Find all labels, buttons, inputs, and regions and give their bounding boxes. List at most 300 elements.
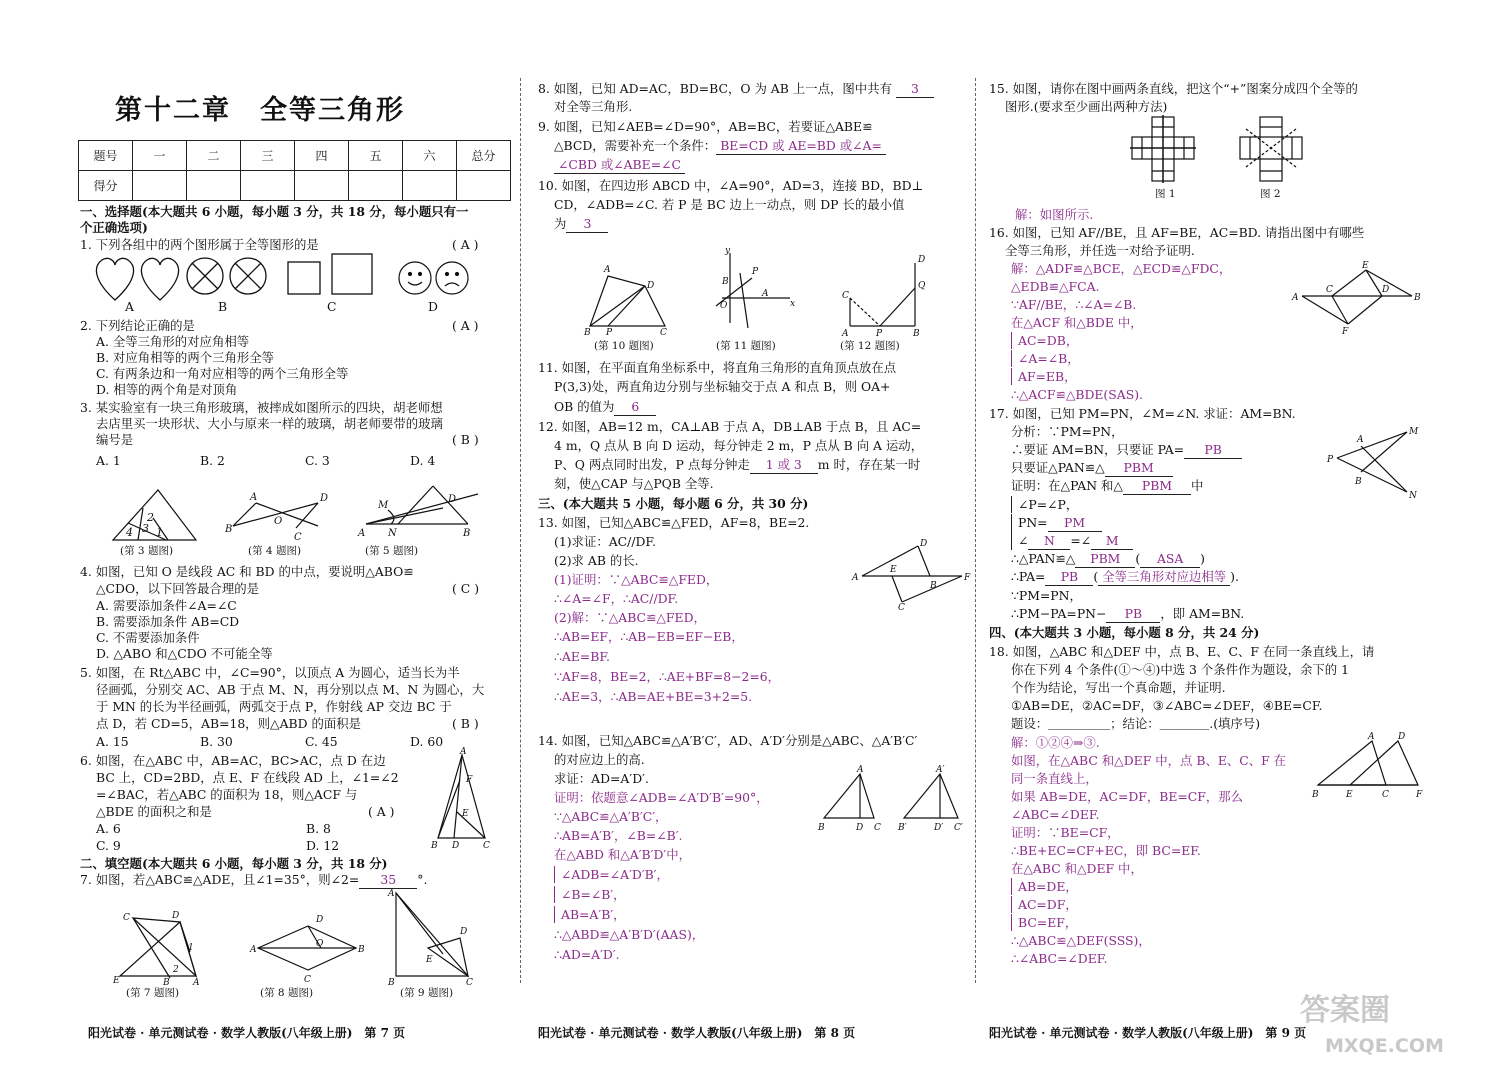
q11-figure: [716, 246, 795, 328]
svg-text:O: O: [316, 939, 324, 949]
q9-line-3: [554, 156, 685, 174]
q3-line-3: 编号是: [96, 432, 134, 447]
q16-solution-4: 在△ACF 和△BDE 中，: [1011, 315, 1143, 330]
q17-line-12: [1011, 605, 1244, 623]
q14-solution-6: ∠B=∠B′，: [554, 886, 626, 903]
q14-line-1: 14. 如图，已知△ABC≌△A′B′C′，AD、A′D′分别是△ABC、△A′B′C′: [538, 733, 918, 748]
q10-prefix: 为: [554, 216, 567, 231]
q13-solution-6: ∵AF=8，BE=2，∴AE+BF=8−2=6，: [554, 669, 781, 684]
svg-text:D: D: [647, 281, 655, 291]
svg-text:P: P: [752, 267, 759, 277]
q18-solution-0: 解：①②④⇒③.: [1011, 735, 1100, 750]
q17-line-7: [1011, 514, 1102, 532]
svg-text:A: A: [762, 289, 769, 299]
q6-figure: [430, 747, 490, 851]
q12-line-2: 4 m，Q 点从 B 向 D 运动，每分钟走 2 m，P 点从 B 向 A 运动，: [554, 438, 924, 453]
q15-figure-1-caption: 图 1: [1155, 188, 1176, 200]
q2-option-c: C. 有两条边和一角对应相等的两个三角形全等: [96, 366, 349, 381]
q17-answer-4: PM: [1048, 514, 1102, 532]
svg-text:D: D: [172, 911, 180, 921]
svg-text:1: 1: [156, 526, 163, 539]
q10-line-2: CD，∠ADB=∠C. 若 P 是 BC 边上一动点，则 DP 长的最小值: [554, 197, 905, 212]
svg-text:F: F: [1342, 327, 1349, 337]
q17-q7: PN=: [1018, 515, 1048, 530]
q17-q10: ∴PA=: [1011, 569, 1046, 584]
svg-text:E: E: [462, 809, 469, 819]
svg-text:C: C: [842, 291, 849, 301]
q8-figure-caption: (第 8 题图): [260, 987, 314, 999]
q18-line-3: 个作为结论，写出一个真命题，并证明.: [1011, 680, 1226, 695]
q18-solution-10: BC=EF，: [1011, 914, 1077, 931]
svg-text:B: B: [358, 945, 365, 955]
q2-answer: ( A ): [452, 318, 479, 333]
svg-text:C: C: [466, 978, 473, 988]
svg-text:C: C: [660, 328, 667, 338]
cross-figure-2: [1240, 117, 1302, 181]
q18-solution-4: ∠ABC=∠DEF.: [1011, 807, 1100, 822]
q4-figure: [224, 492, 328, 543]
score-header: 二: [187, 141, 241, 171]
svg-text:C: C: [304, 975, 311, 985]
q11-answer: 6: [614, 398, 656, 416]
q17-answer-5: N: [1028, 532, 1070, 550]
q18-solution-6: ∴BE+EC=CF+EC，即 BC=EF.: [1011, 843, 1201, 858]
q4-line-1: 4. 如图，已知 O 是线段 AC 和 BD 的中点，要说明△ABO≌: [80, 564, 414, 579]
section-3-heading: 三、(本大题共 5 小题，每小题 6 分，共 30 分): [538, 496, 809, 511]
q9-line-2: [554, 137, 886, 155]
q18-solution-3: 如果 AB=DE，AC=DF，BE=CF，那么: [1011, 789, 1244, 804]
q18-line-5: 题设：＿＿＿＿＿；结论：＿＿＿＿.(填序号): [1011, 716, 1261, 731]
q12-answer: 1 或 3: [750, 456, 818, 474]
q17-line-1: 17. 如图，已知 PM=PN，∠M=∠N. 求证：AM=BN.: [989, 406, 1296, 421]
q2-option-d: D. 相等的两个角是对顶角: [96, 382, 238, 397]
q11-prefix: OB 的值为: [554, 399, 615, 414]
page-8: [520, 0, 975, 1074]
svg-text:A: A: [604, 265, 611, 275]
q3-figure: [113, 490, 196, 540]
face-shapes: [399, 262, 468, 294]
q5-option-c: C. 45: [305, 734, 338, 749]
page-7: [0, 0, 520, 1074]
q3-option-a: A. 1: [96, 453, 121, 468]
svg-text:A: A: [250, 945, 257, 955]
q9-question: △BCD，需要补充一个条件：: [554, 138, 717, 153]
q6-line-1: 6. 如图，在△ABC 中，AB=AC，BC>AC，点 D 在边: [80, 753, 386, 768]
q12-line-3: [554, 456, 920, 474]
q5-line-3: 于 MN 的长为半径画弧，两弧交于点 P，作射线 AP 交边 BC 于: [96, 699, 452, 714]
score-table: [78, 140, 511, 201]
svg-text:P: P: [606, 328, 613, 338]
q3-figure-caption: (第 3 题图): [120, 545, 174, 557]
watermark-url: MXQE.COM: [1325, 1035, 1444, 1057]
q17-answer-3: PBM: [1123, 477, 1191, 495]
square-shapes: [288, 254, 372, 294]
q1-label-a: A: [125, 299, 134, 314]
svg-text:C: C: [1326, 285, 1333, 295]
q2-option-b: B. 对应角相等的两个三角形全等: [96, 350, 275, 365]
q16-solution-1: 解：△ADF≌△BCE，△ECD≌△FDC，: [1011, 261, 1232, 276]
score-header: 六: [403, 141, 457, 171]
q4-option-d: D. △ABO 和△CDO 不可能全等: [96, 646, 273, 661]
q10-line-1: 10. 如图，在四边形 ABCD 中，∠A=90°，AD=3，连接 BD，BD⊥: [538, 178, 924, 193]
section-1-heading-2: 个正确选项): [80, 220, 148, 235]
svg-text:B: B: [388, 978, 395, 988]
q16-solution-6: ∠A=∠B，: [1011, 350, 1080, 367]
q4-option-c: C. 不需要添加条件: [96, 630, 200, 645]
svg-text:2: 2: [173, 965, 179, 975]
q17-q12-end: ，即 AM=BN.: [1160, 606, 1245, 621]
svg-text:D: D: [856, 823, 864, 833]
q9-answer-1: BE=CD 或 AE=BD 或∠A=: [716, 137, 886, 155]
svg-text:A: A: [460, 747, 467, 757]
q5-figure-caption: (第 5 题图): [365, 545, 419, 557]
q16-solution-7: AF=EB，: [1011, 368, 1076, 385]
q18-solution-5: 证明：∵BE=CF，: [1011, 825, 1120, 840]
q17-answer-6: M: [1091, 532, 1133, 550]
q7-question: 7. 如图，若△ABC≌△ADE，且∠1=35°，则∠2=: [80, 872, 360, 887]
q14-solution-7: AB=A′B′，: [554, 906, 626, 923]
svg-text:3: 3: [142, 522, 149, 535]
q17-q5-end: 中: [1190, 478, 1204, 493]
svg-text:x: x: [790, 299, 796, 309]
svg-text:F: F: [964, 573, 971, 583]
q13-line-1: 13. 如图，已知△ABC≌△FED，AF=8，BE=2.: [538, 515, 810, 530]
q16-solution-5: AC=DB，: [1011, 332, 1078, 349]
q18-figure: [1310, 732, 1430, 801]
svg-text:B′: B′: [898, 823, 907, 833]
q7-text: [80, 871, 427, 889]
score-cell: [457, 171, 511, 201]
svg-text:E: E: [1346, 790, 1353, 800]
svg-text:N: N: [1409, 491, 1417, 501]
svg-text:C′: C′: [954, 823, 963, 833]
q9-figure: [387, 889, 473, 988]
q13-line-2: (1)求证：AC//DF.: [554, 534, 657, 549]
q17-q8-mid: =∠: [1070, 533, 1092, 548]
score-header: 三: [241, 141, 295, 171]
score-header: 四: [295, 141, 349, 171]
q7-end: °.: [417, 872, 428, 887]
q16-solution-2: △EDB≌△FCA.: [1011, 279, 1100, 294]
svg-text:Q: Q: [918, 281, 926, 291]
q17-line-11: ∵PM=PN，: [1011, 588, 1082, 603]
q16-solution-3: ∵AF//BE，∴∠A=∠B.: [1011, 297, 1137, 312]
q12-suffix: m 时，存在某一时: [817, 457, 921, 472]
q17-line-5: [1011, 477, 1203, 495]
q1-text: 1. 下列各组中的两个图形属于全等图形的是: [80, 237, 319, 252]
q14-solution-8: ∴△ABD≌△A′B′D′(AAS)，: [554, 927, 705, 942]
svg-text:O: O: [720, 301, 728, 311]
q14-solution-5: ∠ADB=∠A′D′B′，: [554, 866, 669, 883]
svg-text:E: E: [1362, 261, 1369, 271]
q11-line-3: [554, 398, 656, 416]
q14-solution-9: ∴AD=A′D′.: [554, 947, 620, 962]
svg-text:D: D: [918, 255, 926, 265]
q17-line-10: ∴PA= PB ( 全等三角形对应边相等 ).: [1011, 568, 1239, 586]
svg-text:D: D: [452, 841, 460, 851]
q17-q9: ∴△PAN≌△: [1011, 551, 1076, 566]
watermark-logo: 答案圈: [1300, 993, 1390, 1028]
q13-solution-2: ∴∠A=∠F，∴AC//DF.: [554, 591, 679, 606]
section-2-heading: 二、填空题(本大题共 6 小题，每小题 3 分，共 18 分): [80, 856, 388, 871]
q3-line-2: 去店里买一块形状、大小与原来一样的玻璃，胡老师要带的玻璃: [96, 416, 443, 431]
q2-text: 2. 下列结论正确的是: [80, 318, 195, 333]
q6-line-3: =∠BAC，若△ABC 的面积为 18，则△ACF 与: [96, 787, 358, 802]
svg-text:A: A: [1292, 293, 1299, 303]
q8-line-1: [538, 80, 934, 98]
q14-solution-1: 证明：依题意∠ADB=∠A′D′B′=90°，: [554, 790, 769, 805]
q16-line-1: 16. 如图，已知 AF//BE，且 AF=BE，AC=BD. 请指出图中有哪些: [989, 225, 1365, 240]
svg-text:A: A: [250, 492, 258, 503]
q14-figure: [816, 765, 971, 836]
q17-q4: 只要证△PAN≌△: [1011, 460, 1105, 475]
svg-text:E: E: [426, 955, 433, 965]
score-cell: [349, 171, 403, 201]
svg-text:B: B: [1355, 477, 1362, 487]
svg-text:B: B: [163, 978, 170, 988]
q12-figure: [841, 255, 926, 339]
q12-line-1: 12. 如图，AB=12 m，CA⊥AB 于点 A，DB⊥AB 于点 B，且 AC=: [538, 419, 922, 434]
svg-text:D: D: [1398, 732, 1406, 742]
score-cell: [403, 171, 457, 201]
q17-line-3: [1011, 441, 1242, 459]
svg-text:C: C: [123, 913, 130, 923]
q14-solution-4: 在△ABD 和△A′B′D′中，: [554, 847, 691, 862]
svg-text:C: C: [483, 841, 490, 851]
q18-solution-2: 同一条直线上，: [1011, 771, 1098, 786]
svg-text:A: A: [388, 889, 395, 899]
q15-figures: [1130, 115, 1330, 185]
page-9: [975, 0, 1500, 1074]
q7-figure: [112, 911, 200, 988]
score-cell: [241, 171, 295, 201]
q10-q12-figures: [580, 246, 926, 339]
svg-text:E: E: [890, 565, 897, 575]
q18-solution-12: ∴∠ABC=∠DEF.: [1011, 951, 1108, 966]
cross-figure-1: [1130, 115, 1196, 183]
q15-line-2: 图形.(要求至少画出两种方法): [1005, 99, 1168, 114]
q16-line-2: 全等三角形，并任选一对给予证明.: [1005, 243, 1195, 258]
svg-text:A: A: [842, 329, 849, 339]
q7-answer: 35: [359, 871, 417, 889]
q1-label-b: B: [218, 299, 228, 314]
q17-answer-2: PBM: [1105, 459, 1173, 477]
svg-text:C: C: [874, 823, 881, 833]
q6-answer: ( A ): [368, 804, 395, 819]
q9-line-1: 9. 如图，已知∠AEB=∠D=90°，AB=BC，若要证△ABE≌: [538, 119, 873, 134]
q4-option-b: B. 需要添加条件 AB=CD: [96, 614, 240, 629]
q14-solution-3: ∴AB=A′B′，∠B=∠B′.: [554, 828, 683, 843]
q18-solution-7: 在△ABC 和△DEF 中，: [1011, 861, 1143, 876]
score-header: 五: [349, 141, 403, 171]
q17-answer-9: PB: [1045, 568, 1093, 586]
svg-text:D′: D′: [934, 823, 944, 833]
svg-text:A: A: [1357, 435, 1364, 445]
q17-q5: 证明：在△PAN 和△: [1011, 478, 1123, 493]
q6-option-b: B. 8: [306, 821, 331, 836]
q1-answer: ( A ): [452, 237, 479, 252]
q17-answer-11: PB: [1106, 605, 1160, 623]
q18-solution-1: 如图，在△ABC 和△DEF 中，点 B、E、C、F 在: [1011, 753, 1287, 768]
svg-text:E: E: [113, 976, 120, 986]
q8-answer: 3: [896, 80, 934, 98]
q18-line-4: ①AB=DE，②AC=DF，③∠ABC=∠DEF，④BE=CF.: [1011, 698, 1323, 713]
q13-figure: [850, 538, 971, 613]
q16-figure: [1290, 262, 1425, 336]
q5-line-4: 点 D，若 CD=5，AB=18，则△ABD 的面积是: [96, 716, 362, 731]
q8-question: 8. 如图，已知 AD=AC，BD=BC，O 为 AB 上一点，图中共有: [538, 81, 892, 96]
heart-shapes: [96, 258, 178, 300]
q6-option-d: D. 12: [306, 838, 340, 853]
svg-text:A′: A′: [936, 765, 945, 775]
q18-solution-8: AB=DE，: [1011, 878, 1078, 895]
q5-option-d: D. 60: [410, 734, 444, 749]
section-1-heading: 一、选择题(本大题共 6 小题，每小题 3 分，共 18 分，每小题只有一: [80, 204, 469, 219]
svg-text:y: y: [725, 246, 731, 256]
q13-line-3: (2)求 AB 的长.: [554, 553, 639, 568]
q5-answer: ( B ): [452, 716, 479, 731]
svg-text:F: F: [1416, 790, 1423, 800]
svg-text:C: C: [294, 532, 302, 543]
score-cell: [187, 171, 241, 201]
q10-figure: [583, 265, 667, 338]
score-row-label: 得分: [79, 171, 133, 201]
svg-text:B: B: [722, 277, 729, 287]
q11-figure-caption: (第 11 题图): [716, 340, 776, 352]
svg-text:B: B: [463, 528, 471, 539]
score-cell: [133, 171, 187, 201]
svg-text:B: B: [1312, 790, 1319, 800]
svg-text:N: N: [388, 528, 397, 539]
svg-text:B: B: [913, 329, 920, 339]
q18-line-2: 你在下列 4 个条件(①～④)中选 3 个条件作为题设，余下的 1: [1011, 662, 1349, 677]
q12-line-5: 刻，使△CAP 与△PQB 全等.: [554, 476, 714, 491]
svg-text:A: A: [1368, 732, 1375, 742]
q3-option-b: B. 2: [200, 453, 225, 468]
q2-option-a: A. 全等三角形的对应角相等: [96, 334, 250, 349]
q17-q12: ∴PM−PA=PN−: [1011, 606, 1107, 621]
svg-text:B: B: [584, 328, 591, 338]
q6-line-4: △BDE 的面积之和是: [96, 804, 212, 819]
q17-answer-8: ASA: [1140, 550, 1200, 568]
q17-line-6: ∠P=∠P，: [1011, 496, 1078, 513]
q17-line-2: 分析：∵PM=PN，: [1011, 424, 1124, 439]
q17-q3: ∴要证 AM=BN，只要证 PA=: [1011, 442, 1185, 457]
svg-text:1: 1: [188, 943, 194, 953]
q9-figure-caption: (第 9 题图): [400, 987, 454, 999]
q12-prefix: P、Q 两点同时出发，P 点每分钟走: [554, 457, 750, 472]
section-4-heading: 四、(本大题共 3 小题，每小题 8 分，共 24 分): [989, 625, 1260, 640]
q5-option-a: A. 15: [96, 734, 129, 749]
svg-text:4: 4: [126, 526, 133, 539]
q15-answer: 解：如图所示.: [1015, 207, 1094, 222]
svg-text:M: M: [378, 500, 389, 511]
q10-figure-caption: (第 10 题图): [594, 340, 654, 352]
svg-text:A: A: [852, 573, 859, 583]
q5-line-2: 径画弧，分别交 AC、AB 于点 M、N，再分别以点 M、N 为圆心，大: [96, 682, 485, 697]
q17-answer-10: 全等三角形对应边相等: [1098, 568, 1230, 586]
svg-text:O: O: [274, 516, 283, 527]
q7-q9-figures: [108, 888, 478, 988]
svg-text:D: D: [316, 915, 324, 925]
q13-solution-3: (2)解：∵△ABC≌△FED，: [554, 610, 706, 625]
q6-option-c: C. 9: [96, 838, 121, 853]
score-header: 题号: [79, 141, 133, 171]
q11-line-2: P(3,3)处，两直角边分别与坐标轴交于点 A 和点 B，则 OA+: [554, 379, 891, 394]
svg-text:A: A: [358, 528, 366, 539]
q16-solution-8: ∴△ACF≌△BDE(SAS).: [1011, 387, 1143, 402]
q18-solution-11: ∴△ABC≌△DEF(SSS)，: [1011, 933, 1151, 948]
svg-text:B: B: [1414, 293, 1421, 303]
q17-q8: ∠: [1018, 533, 1029, 548]
q12-figure-caption: (第 12 题图): [840, 340, 900, 352]
svg-text:F: F: [466, 775, 473, 785]
q17-line-9: ∴△PAN≌△ PBM ( ASA ): [1011, 550, 1205, 568]
svg-text:D: D: [460, 927, 468, 937]
q1-label-c: C: [327, 299, 337, 314]
svg-text:A: A: [857, 765, 864, 775]
q9-answer-2: ∠CBD 或∠ABE=∠C: [554, 156, 685, 174]
svg-text:D: D: [448, 494, 457, 505]
score-header: 总分: [457, 141, 511, 171]
svg-text:D: D: [920, 539, 928, 549]
score-cell: [295, 171, 349, 201]
q18-line-1: 18. 如图，△ABC 和△DEF 中，点 B、E、C、F 在同一条直线上，请: [989, 644, 1375, 659]
q3-option-c: C. 3: [305, 453, 330, 468]
q8-figure: [249, 915, 365, 985]
q15-figure-2-caption: 图 2: [1260, 188, 1281, 200]
q13-solution-4: ∴AB=EF，∴AB−EB=EF−EB，: [554, 629, 744, 644]
svg-text:P: P: [876, 329, 883, 339]
q5-figure: [357, 486, 478, 539]
score-header: 一: [133, 141, 187, 171]
footer-page-9: 阳光试卷 · 单元测试卷 · 数学人教版(八年级上册) 第 9 页: [989, 1026, 1307, 1040]
q13-solution-5: ∴AE=BF.: [554, 649, 610, 664]
q4-answer: ( C ): [452, 581, 480, 596]
q6-line-2: BC 上，CD=2BD，点 E、F 在线段 AD 上，∠1=∠2: [96, 770, 399, 785]
q10-line-3: [554, 215, 608, 233]
svg-text:B: B: [431, 841, 438, 851]
svg-text:D: D: [320, 493, 329, 504]
footer-page-8: 阳光试卷 · 单元测试卷 · 数学人教版(八年级上册) 第 8 页: [538, 1026, 856, 1040]
q4-figure-caption: (第 4 题图): [248, 545, 302, 557]
svg-text:D: D: [1382, 285, 1390, 295]
footer-page-7: 阳光试卷 · 单元测试卷 · 数学人教版(八年级上册) 第 7 页: [88, 1026, 406, 1040]
svg-text:P: P: [1327, 455, 1334, 465]
q5-line-1: 5. 如图，在 Rt△ABC 中，∠C=90°，以顶点 A 为圆心，适当长为半: [80, 665, 460, 680]
q6-option-a: A. 6: [96, 821, 121, 836]
q15-line-1: 15. 如图，请你在图中画两条直线，把这个“+”图案分成四个全等的: [989, 81, 1358, 96]
q3-q5-figures: [108, 488, 478, 546]
q4-option-a: A. 需要添加条件∠A=∠C: [96, 598, 237, 613]
svg-text:C: C: [898, 603, 905, 613]
svg-text:2: 2: [147, 511, 154, 524]
svg-text:B: B: [818, 823, 825, 833]
svg-text:B: B: [225, 524, 233, 535]
q7-figure-caption: (第 7 题图): [126, 987, 180, 999]
svg-text:B: B: [930, 581, 937, 591]
page-title: 第十二章 全等三角形: [115, 95, 405, 126]
q17-answer-7: PBM: [1075, 550, 1135, 568]
q4-line-2: △CDO，以下回答最合理的是: [96, 581, 260, 596]
q17-answer-1: PB: [1184, 441, 1242, 459]
q8-line-2: 对全等三角形.: [554, 99, 633, 114]
q18-solution-9: AC=DF，: [1011, 896, 1078, 913]
q10-answer: 3: [566, 215, 608, 233]
q14-solution-2: ∵△ABC≌△A′B′C′，: [554, 809, 668, 824]
q1-label-d: D: [428, 299, 438, 314]
svg-text:M: M: [1409, 427, 1419, 437]
